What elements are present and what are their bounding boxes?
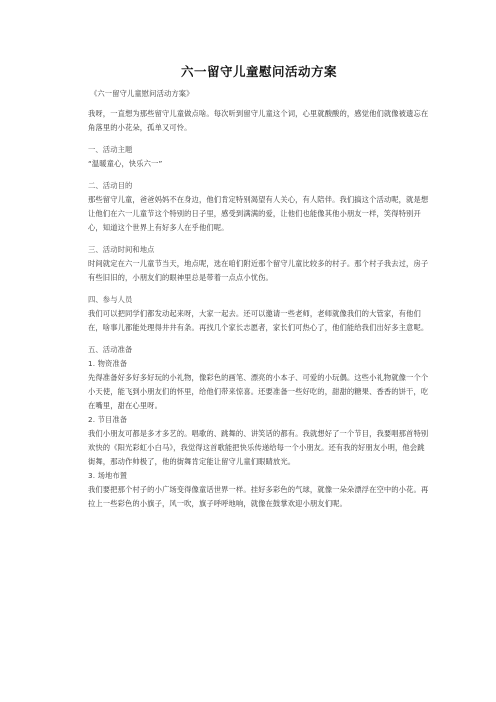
intro-paragraph: 我呀，一直想为那些留守儿童做点啥。每次听到留守儿童这个词，心里就酸酸的，感觉他们就像被遗忘在角落里的小花朵，孤单又可怜。 xyxy=(88,109,429,132)
section-3-heading: 三、活动时间和地点 xyxy=(88,245,155,254)
subsection-2-body: 我们小朋友可都是多才多艺的。唱歌的、跳舞的、讲笑话的都有。我就想好了一个节目，我要唱那首特别欢快的《阳光彩虹小白马》，我觉得这首歌能把快乐传递给每一个小朋友。还有我的好朋友小明，他会跳街舞，那动作帅极了，他的街舞肯定能让留守儿童们眼睛放光。 xyxy=(88,429,429,466)
section-3-body: 时间就定在六一儿童节当天，地点呢，选在咱们附近那个留守儿童比较多的村子。那个村子我去过，房子有些旧旧的，小朋友们的眼神里总是带着一点点小忧伤。 xyxy=(88,259,429,282)
section-1-body: “温暖童心，快乐六一” xyxy=(88,159,163,168)
section-4-body: 我们可以把同学们都发动起来呀，大家一起去。还可以邀请一些老师，老师就像我们的大管家，有他们在，啥事儿都能处理得井井有条。再找几个家长志愿者，家长们可热心了，他们能给我们出好多主意呢。 xyxy=(88,309,429,332)
subsection-2-heading: 2. 节目准备 xyxy=(88,415,128,424)
subsection-1-body: 先得准备好多好多好玩的小礼物，像彩色的画笔、漂亮的小本子、可爱的小玩偶。这些小礼物就像一个个小天使，能飞到小朋友们的怀里，给他们带来惊喜。还要准备一些好吃的，甜甜的糖果、香香的饼干，吃在嘴里，甜在心里呀。 xyxy=(88,373,429,410)
document-subtitle: 《六一留守儿童慰问活动方案》 xyxy=(90,89,194,98)
section-2-heading: 二、活动目的 xyxy=(88,181,133,190)
subsection-3-heading: 3. 场地布置 xyxy=(88,471,128,480)
subsection-3-body: 我们要把那个村子的小广场变得像童话世界一样。挂好多彩色的气球，就像一朵朵漂浮在空中的小花。再拉上一些彩色的小旗子，风一吹，旗子呼呼地响，就像在鼓掌欢迎小朋友们呢。 xyxy=(88,485,429,508)
section-1-heading: 一、活动主题 xyxy=(88,145,133,154)
document-title: 六一留守儿童慰问活动方案 xyxy=(180,64,337,79)
section-5-heading: 五、活动准备 xyxy=(88,345,133,354)
section-2-body: 那些留守儿童，爸爸妈妈不在身边，他们肯定特别渴望有人关心，有人陪伴。我们搞这个活动呢，就是想让他们在六一儿童节这个特别的日子里，感受到满满的爱，让他们也能像其他小朋友一样，笑得特别开心，知道这个世界上有好多人在乎他们呢。 xyxy=(88,195,429,232)
section-4-heading: 四、参与人员 xyxy=(88,295,133,304)
subsection-1-heading: 1. 物资准备 xyxy=(88,359,128,368)
